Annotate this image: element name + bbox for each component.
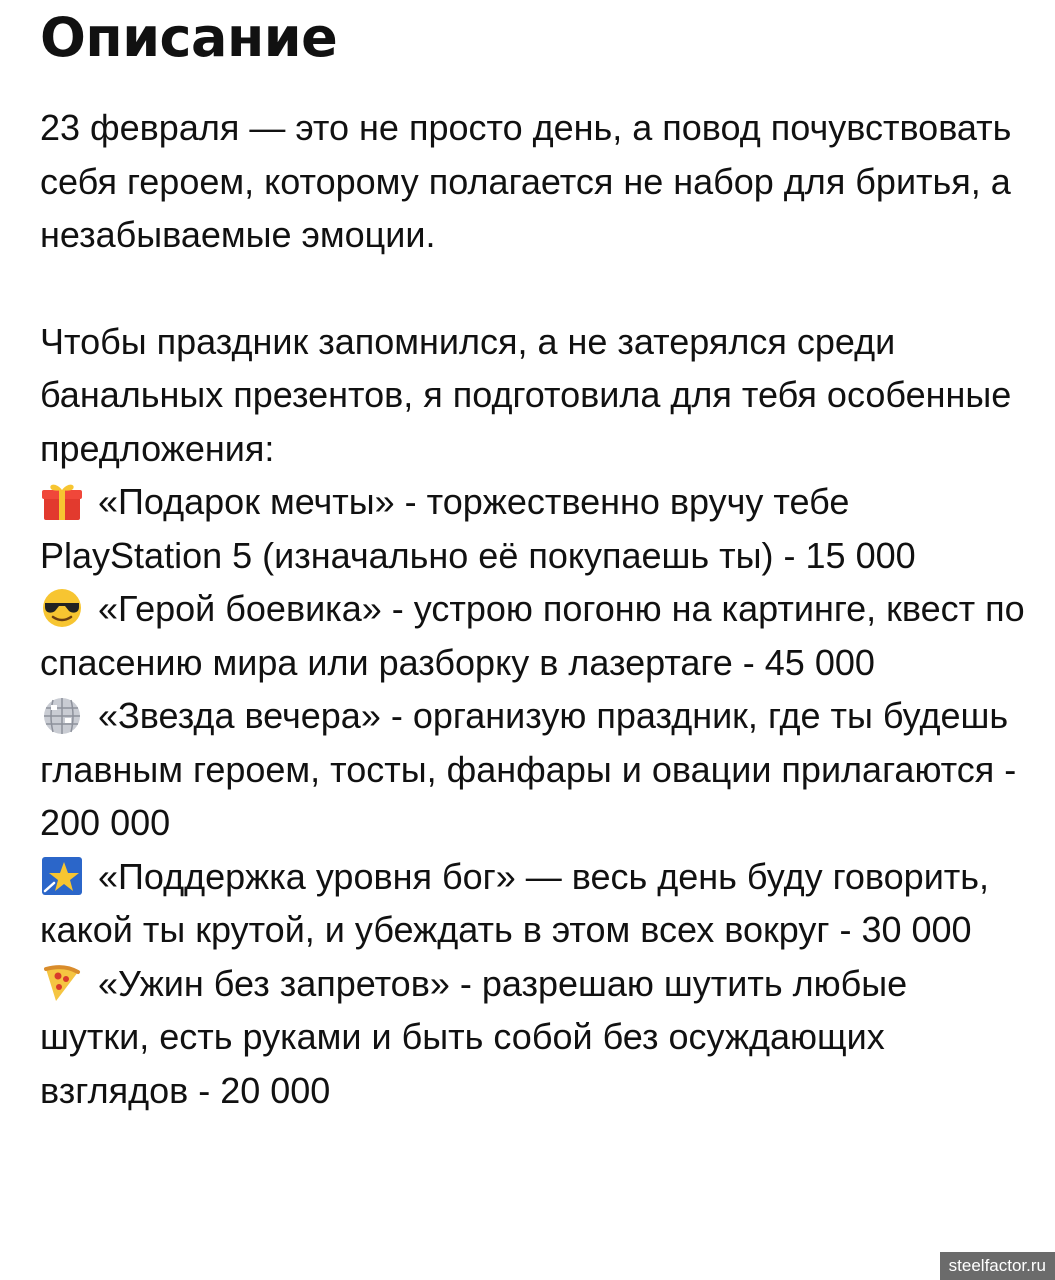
pizza-icon [40,963,84,1003]
site-watermark: steelfactor.ru [940,1252,1055,1280]
disco-ball-icon [40,695,84,735]
offer-text: «Звезда вечера» - организую праздник, где ты будешь главным героем, тосты, фанфары и овации прилагаются - 200 000 [40,695,1017,843]
lead-paragraph: Чтобы праздник запомнился, а не затерялся среди банальных презентов, я подготовила для тебя особенные предложения: [40,320,1012,469]
offer-text: «Подарок мечты» - торжественно вручу тебе PlayStation 5 (изначально её покупаешь ты) - 15 000 [40,481,916,576]
offer-item [40,957,1025,1118]
offer-item [40,475,1025,582]
offer-text: «Поддержка уровня бог» — весь день буду говорить, какой ты крутой, и убеждать в этом всех вокруг - 30 000 [40,855,990,950]
gift-icon [40,481,84,521]
offer-item [40,689,1025,850]
offers-list [40,475,1025,1117]
offer-item [40,850,1025,957]
description-section [40,0,1025,1117]
offer-text: «Герой боевика» - устрою погоню на картинге, квест по спасению мира или разборку в лазертаге - 45 000 [40,588,1025,683]
sunglasses-face-icon [40,588,84,628]
offer-item [40,582,1025,689]
glowing-star-icon [40,856,84,896]
intro-paragraph: 23 февраля — это не просто день, а повод почувствовать себя героем, которому полагается не набор для бритья, а незабываемые эмоции. [40,107,1012,255]
offer-text: «Ужин без запретов» - разрешаю шутить любые шутки, есть руками и быть собой без осуждающих взглядов - 20 000 [40,962,908,1111]
page-title: Описание [40,6,338,69]
